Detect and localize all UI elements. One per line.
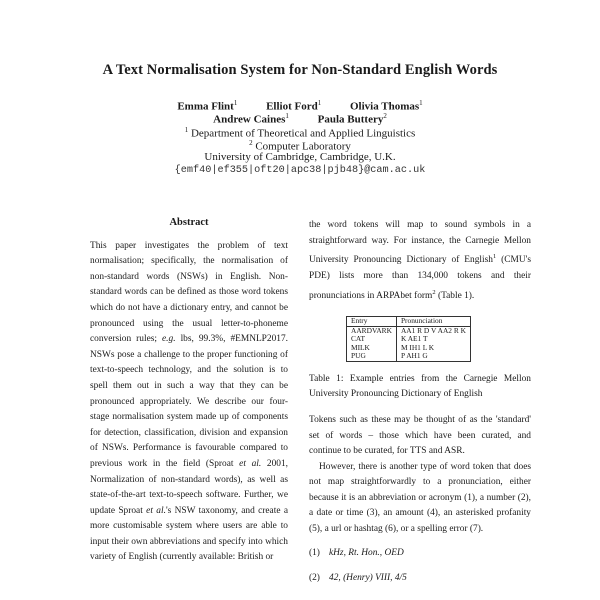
right-column [309, 218, 531, 597]
table-cell-pronunciation: M IH1 L K [400, 342, 435, 352]
author: Elliot Ford$^1$ [266, 99, 322, 113]
author: Paula Buttery$^2$ [317, 112, 387, 126]
table-header-pronunciation: Pronunciation [396, 317, 470, 327]
body-paragraph: However, there is another type of word token that does not map straightforwardly to a pronunciation, either because it is an abbreviation or acronym (1), a number (2), a date or time (3), an amount (4), an asterisked profanity (5), a url or hashtag (6), or a spelling error (7). [309, 461, 531, 535]
table-cell-pronunciation: AA1 R D V AA2 R K [400, 325, 466, 335]
abstract-heading: Abstract [169, 217, 209, 228]
table-cell-pronunciation: P AH1 G [400, 351, 428, 361]
body-paragraph: Tokens such as these may be thought of as the 'standard' set of words – those which have been curated, and continue to be curated, for TTS and ASR. [309, 414, 531, 457]
intro-paragraph: the word tokens will map to sound symbols in a straightforward way. For instance, the Carnegie Mellon University Pronouncing Dictionary of English$^1$ (CMU's PDE) lists more than 134,000 tokens and their pronunciations in ARPAbet form$^2$ (Table 1). [309, 220, 531, 301]
author: Andrew Caines$^1$ [213, 112, 289, 126]
author: Olivia Thomas$^1$ [349, 99, 423, 113]
table-header-entry: Entry [347, 317, 397, 327]
left-column [90, 215, 288, 566]
affiliation-1: $^1$ Department of Theoretical and Applied Linguistics [184, 126, 416, 140]
pronunciation-table-wrapper [346, 316, 531, 362]
pronunciation-table [346, 316, 471, 362]
table-row [347, 352, 471, 361]
example-item [309, 571, 531, 587]
example-text: kHz, Rt. Hon., OED [329, 547, 404, 558]
abstract-body: This paper investigates the problem of text normalisation; specifically, the normalisation of non-standard words (NSWs) in English. Non-standard words can be defined as those word tokens which do not have a dictionary entry, and cannot be pronounced using the usual letter-to-phoneme conversion rules; e.g. lbs, 99.3%, #EMNLP2017. NSWs pose a challenge to the proper functioning of text-to-speech technology, and the solution is to spell them out in such a way that they can be pronounced appropriately. We describe our four-stage normalisation system made up of components for detection, classification, division and expansion of NSWs. Performance is favourable compared to previous work in the field (Sproat et al. 2001, Normalization of non-standard words), as well as state-of-the-art text-to-speech software. Further, we update Sproat et al.'s NSW taxonomy, and create a more customisable system where users are able to input their own abbreviations and specify into which variety of English (currently available: British or [90, 240, 289, 563]
table-cell-entry: PUG [347, 352, 397, 361]
example-list [309, 546, 531, 587]
university: University of Cambridge, Cambridge, U.K. [204, 151, 396, 163]
author-emails: {emf40|ef355|oft20|apc38|pjb48}@cam.ac.uk [174, 165, 426, 176]
table-cell-entry: CAT [347, 335, 397, 344]
table-caption: Table 1: Example entries from the Carnegie Mellon University Pronouncing Dictionary of English [309, 373, 531, 400]
example-number: (2) [309, 573, 320, 584]
table-cell-entry: AARDVARK [347, 326, 397, 335]
paper-title: A Text Normalisation System for Non-Standard English Words [102, 62, 498, 78]
author: Emma Flint$^1$ [177, 99, 238, 113]
table-cell-entry: MILK [347, 344, 397, 353]
affiliation-2: $^2$ Computer Laboratory [249, 139, 351, 153]
example-item [309, 546, 531, 562]
table-cell-pronunciation: K AE1 T [400, 334, 428, 344]
example-number: (1) [309, 547, 320, 558]
example-text: 42, (Henry) VIII, 4/5 [329, 573, 407, 584]
